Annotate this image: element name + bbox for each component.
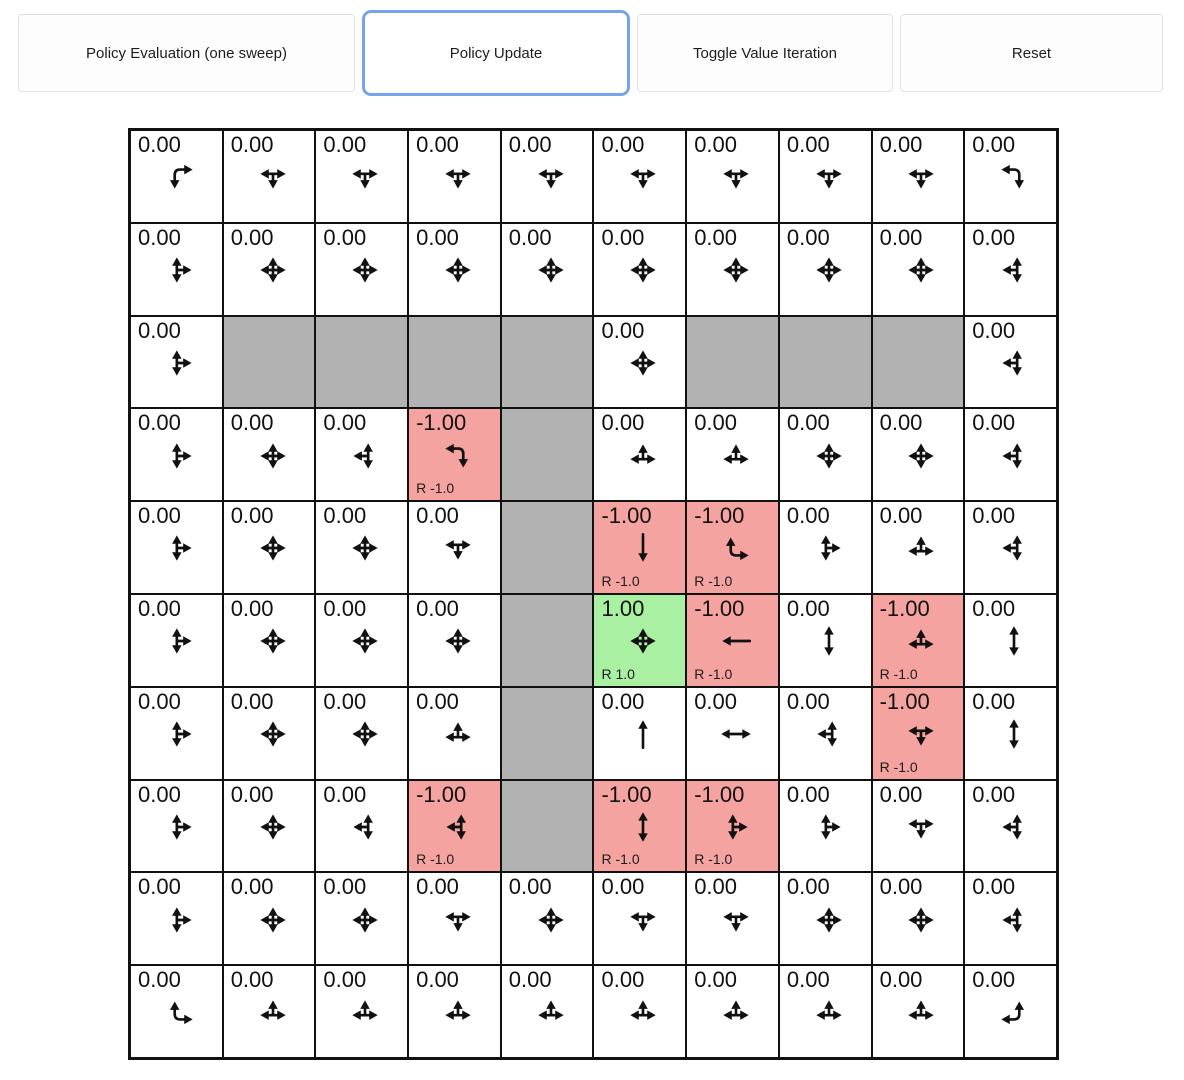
grid-cell <box>686 594 779 687</box>
policy-lru-arrow-icon <box>902 529 940 567</box>
policy-all-arrow-icon <box>532 251 570 289</box>
policy-d-arrow-icon <box>624 529 662 567</box>
cell-value: 0.00 <box>138 967 181 993</box>
cell-value: 0.00 <box>508 967 552 993</box>
policy-all-arrow-icon <box>532 901 570 939</box>
reward-label: R 1.0 <box>601 665 635 682</box>
policy-udr-arrow-icon <box>810 808 848 846</box>
policy-udl-arrow-icon <box>995 344 1033 382</box>
cell-value: 0.00 <box>508 132 552 157</box>
cell-value: 0.00 <box>601 317 645 343</box>
grid-cell <box>872 687 965 780</box>
grid-cell <box>315 501 408 594</box>
reward-label: R -1.0 <box>416 851 455 868</box>
wall-cell <box>223 316 316 409</box>
policy-lrd-arrow-icon <box>254 158 292 196</box>
cell-value: 0.00 <box>972 317 1016 343</box>
policy-all-arrow-icon <box>624 251 662 289</box>
cell-value: 0.00 <box>879 410 923 436</box>
policy-udr-arrow-icon <box>161 251 199 289</box>
wall-cell <box>315 316 408 409</box>
cell-value: 0.00 <box>786 688 830 714</box>
grid-cell <box>315 872 408 965</box>
grid-cell <box>593 965 686 1058</box>
cell-value: 0.00 <box>972 874 1016 900</box>
cell-value: 0.00 <box>230 688 274 714</box>
cell-value: 0.00 <box>601 410 645 436</box>
policy-udr-arrow-icon <box>161 715 199 753</box>
grid-cell <box>964 965 1057 1058</box>
policy-all-arrow-icon <box>717 251 755 289</box>
reward-label: R -1.0 <box>694 851 733 868</box>
grid-cell <box>964 780 1057 873</box>
grid-cell <box>408 408 501 501</box>
reward-label: R -1.0 <box>601 851 640 868</box>
policy-all-arrow-icon <box>810 901 848 939</box>
grid-cell <box>315 408 408 501</box>
reward-label: R -1.0 <box>879 665 918 682</box>
cell-value: 0.00 <box>416 132 459 157</box>
wall-cell <box>501 408 594 501</box>
policy-lru-arrow-icon <box>624 993 662 1031</box>
policy-udl-arrow-icon <box>995 251 1033 289</box>
grid-cell <box>779 130 872 223</box>
cell-value: 0.00 <box>879 503 923 529</box>
cell-value: -1.00 <box>601 503 652 529</box>
grid-cell <box>130 965 223 1058</box>
grid-cell <box>130 594 223 687</box>
policy-udr-arrow-icon <box>810 529 848 567</box>
policy-ud-arrow-icon <box>810 622 848 660</box>
policy-all-arrow-icon <box>346 529 384 567</box>
grid-cell <box>964 501 1057 594</box>
grid-cell <box>315 130 408 223</box>
grid-cell <box>686 501 779 594</box>
grid-cell <box>593 687 686 780</box>
cell-value: 0.00 <box>694 967 738 993</box>
cell-value: 0.00 <box>138 595 181 621</box>
cell-value: 0.00 <box>879 781 923 807</box>
wall-cell <box>408 316 501 409</box>
cell-value: 0.00 <box>323 410 367 436</box>
cell-value: 0.00 <box>694 132 738 157</box>
cell-value: -1.00 <box>879 688 930 714</box>
wall-cell <box>501 594 594 687</box>
cell-value: 0.00 <box>323 874 367 900</box>
cell-value: 0.00 <box>786 132 830 157</box>
cell-value: 0.00 <box>786 781 830 807</box>
grid-cell <box>223 965 316 1058</box>
policy-lrd-arrow-icon <box>624 158 662 196</box>
grid-cell <box>872 501 965 594</box>
grid-cell <box>408 130 501 223</box>
cell-value: 0.00 <box>230 967 274 993</box>
cell-value: 0.00 <box>138 410 181 436</box>
grid-cell <box>872 594 965 687</box>
cell-value: 0.00 <box>323 503 367 529</box>
cell-value: 1.00 <box>601 595 645 621</box>
cell-value: 0.00 <box>601 874 645 900</box>
toggle-value-iteration-button[interactable]: Toggle Value Iteration <box>637 14 893 92</box>
gridworld <box>128 128 1059 1060</box>
policy-lru-arrow-icon <box>902 622 940 660</box>
cell-value: 0.00 <box>786 595 830 621</box>
grid-cell <box>408 223 501 316</box>
policy-all-arrow-icon <box>254 437 292 475</box>
policy-all-arrow-icon <box>902 251 940 289</box>
cell-value: -1.00 <box>694 595 745 621</box>
policy-all-arrow-icon <box>439 251 477 289</box>
grid-cell <box>130 780 223 873</box>
policy-all-arrow-icon <box>624 344 662 382</box>
policy-udl-arrow-icon <box>439 808 477 846</box>
cell-value: 0.00 <box>879 967 923 993</box>
cell-value: 0.00 <box>972 503 1016 529</box>
grid-cell <box>964 872 1057 965</box>
cell-value: 0.00 <box>601 688 645 714</box>
policy-all-arrow-icon <box>254 622 292 660</box>
grid-cell <box>686 965 779 1058</box>
grid-cell <box>501 130 594 223</box>
grid-cell <box>779 501 872 594</box>
policy-lrd-arrow-icon <box>902 808 940 846</box>
cell-value: 0.00 <box>972 410 1016 436</box>
grid-cell <box>130 223 223 316</box>
policy-ul-arrow-icon <box>995 993 1033 1031</box>
grid-cell <box>686 687 779 780</box>
cell-value: -1.00 <box>694 781 745 807</box>
grid-cell <box>872 223 965 316</box>
cell-value: 0.00 <box>786 224 830 250</box>
wall-cell <box>686 316 779 409</box>
policy-ud-arrow-icon <box>995 622 1033 660</box>
grid-cell <box>779 780 872 873</box>
grid-cell <box>593 408 686 501</box>
cell-value: 0.00 <box>694 410 738 436</box>
policy-all-arrow-icon <box>439 622 477 660</box>
policy-ur-arrow-icon <box>717 529 755 567</box>
policy-ud-arrow-icon <box>624 808 662 846</box>
policy-udr-arrow-icon <box>161 901 199 939</box>
policy-all-arrow-icon <box>810 437 848 475</box>
cell-value: 0.00 <box>879 132 923 157</box>
policy-lrd-arrow-icon <box>346 158 384 196</box>
cell-value: 0.00 <box>323 688 367 714</box>
toolbar <box>0 0 1184 96</box>
policy-lru-arrow-icon <box>717 437 755 475</box>
policy-udl-arrow-icon <box>995 529 1033 567</box>
policy-ur-arrow-icon <box>161 993 199 1031</box>
cell-value: 0.00 <box>972 224 1016 250</box>
grid-cell <box>964 687 1057 780</box>
grid-cell <box>315 965 408 1058</box>
cell-value: 0.00 <box>230 874 274 900</box>
cell-value: 0.00 <box>601 967 645 993</box>
grid-cell <box>130 130 223 223</box>
grid-cell <box>872 130 965 223</box>
cell-value: 0.00 <box>416 874 459 900</box>
grid-cell <box>223 130 316 223</box>
policy-lrd-arrow-icon <box>902 158 940 196</box>
grid-cell <box>315 594 408 687</box>
grid-cell <box>223 780 316 873</box>
grid-cell <box>779 594 872 687</box>
grid-cell <box>872 780 965 873</box>
policy-lru-arrow-icon <box>439 993 477 1031</box>
policy-lrd-arrow-icon <box>439 901 477 939</box>
reset-button[interactable]: Reset <box>900 14 1163 92</box>
policy-all-arrow-icon <box>346 622 384 660</box>
policy-udr-arrow-icon <box>161 808 199 846</box>
cell-value: 0.00 <box>230 224 274 250</box>
grid-cell <box>964 594 1057 687</box>
cell-value: 0.00 <box>786 410 830 436</box>
policy-all-arrow-icon <box>346 251 384 289</box>
policy-all-arrow-icon <box>902 437 940 475</box>
cell-value: -1.00 <box>416 410 467 436</box>
grid-cell <box>223 408 316 501</box>
policy-all-arrow-icon <box>810 251 848 289</box>
cell-value: 0.00 <box>972 781 1016 807</box>
policy-update-button[interactable]: Policy Update <box>362 10 630 96</box>
grid-cell <box>964 130 1057 223</box>
cell-value: 0.00 <box>879 874 923 900</box>
cell-value: 0.00 <box>138 688 181 714</box>
grid-cell <box>315 687 408 780</box>
grid-cell <box>130 501 223 594</box>
grid-cell <box>872 408 965 501</box>
policy-all-arrow-icon <box>624 622 662 660</box>
cell-value: 0.00 <box>138 503 181 529</box>
grid-cell <box>779 872 872 965</box>
cell-value: 0.00 <box>138 132 181 157</box>
cell-value: 0.00 <box>230 595 274 621</box>
grid-cell <box>779 223 872 316</box>
grid-cell <box>315 223 408 316</box>
grid-cell <box>593 130 686 223</box>
policy-ld-arrow-icon <box>439 437 477 475</box>
reward-label: R -1.0 <box>601 572 640 589</box>
cell-value: 0.00 <box>230 410 274 436</box>
policy-all-arrow-icon <box>254 529 292 567</box>
cell-value: 0.00 <box>972 688 1016 714</box>
cell-value: 0.00 <box>323 781 367 807</box>
policy-udl-arrow-icon <box>995 437 1033 475</box>
wall-cell <box>501 780 594 873</box>
grid-cell <box>872 965 965 1058</box>
cell-value: 0.00 <box>230 132 274 157</box>
cell-value: 0.00 <box>138 224 181 250</box>
policy-lrd-arrow-icon <box>439 529 477 567</box>
reward-label: R -1.0 <box>416 480 455 497</box>
grid-cell <box>593 594 686 687</box>
grid-cell <box>130 687 223 780</box>
cell-value: 0.00 <box>138 317 181 343</box>
cell-value: 0.00 <box>786 967 830 993</box>
grid-cell <box>593 501 686 594</box>
grid-cell <box>964 408 1057 501</box>
cell-value: 0.00 <box>230 503 274 529</box>
cell-value: -1.00 <box>694 503 745 529</box>
policy-lru-arrow-icon <box>717 993 755 1031</box>
wall-cell <box>501 316 594 409</box>
grid-cell <box>223 872 316 965</box>
policy-lru-arrow-icon <box>439 715 477 753</box>
grid-cell <box>408 594 501 687</box>
cell-value: 0.00 <box>323 595 367 621</box>
wall-cell <box>779 316 872 409</box>
wall-cell <box>501 501 594 594</box>
policy-all-arrow-icon <box>254 901 292 939</box>
cell-value: 0.00 <box>416 224 459 250</box>
policy-all-arrow-icon <box>346 715 384 753</box>
policy-udr-arrow-icon <box>161 344 199 382</box>
cell-value: 0.00 <box>230 781 274 807</box>
policy-evaluation-button[interactable]: Policy Evaluation (one sweep) <box>18 14 355 92</box>
wall-cell <box>872 316 965 409</box>
cell-value: 0.00 <box>972 967 1016 993</box>
grid-cell <box>130 872 223 965</box>
grid-cell <box>686 223 779 316</box>
cell-value: 0.00 <box>879 224 923 250</box>
grid-cell <box>130 316 223 409</box>
grid-cell <box>779 408 872 501</box>
cell-value: 0.00 <box>323 224 367 250</box>
cell-value: 0.00 <box>601 224 645 250</box>
grid-cell <box>223 594 316 687</box>
policy-lru-arrow-icon <box>624 437 662 475</box>
policy-all-arrow-icon <box>902 901 940 939</box>
grid-cell <box>779 965 872 1058</box>
grid-cell <box>501 223 594 316</box>
cell-value: 0.00 <box>972 595 1016 621</box>
policy-lrd-arrow-icon <box>717 158 755 196</box>
reward-label: R -1.0 <box>694 572 733 589</box>
cell-value: 0.00 <box>694 688 738 714</box>
cell-value: 0.00 <box>323 132 367 157</box>
cell-value: 0.00 <box>601 132 645 157</box>
grid-cell <box>593 223 686 316</box>
grid-cell <box>223 687 316 780</box>
policy-lru-arrow-icon <box>902 993 940 1031</box>
cell-value: 0.00 <box>786 874 830 900</box>
cell-value: 0.00 <box>416 503 459 529</box>
policy-lru-arrow-icon <box>346 993 384 1031</box>
cell-value: -1.00 <box>879 595 930 621</box>
cell-value: 0.00 <box>416 688 459 714</box>
grid-cell <box>964 223 1057 316</box>
grid-cell <box>408 965 501 1058</box>
grid-cell <box>593 316 686 409</box>
grid-cell <box>408 780 501 873</box>
policy-udl-arrow-icon <box>346 437 384 475</box>
cell-value: 0.00 <box>694 224 738 250</box>
policy-udr-arrow-icon <box>161 529 199 567</box>
grid-cell <box>315 780 408 873</box>
cell-value: 0.00 <box>508 874 552 900</box>
grid-cell <box>779 687 872 780</box>
grid-cell <box>593 872 686 965</box>
grid-cell <box>408 872 501 965</box>
cell-value: 0.00 <box>972 132 1016 157</box>
policy-all-arrow-icon <box>254 808 292 846</box>
grid-cell <box>593 780 686 873</box>
policy-lrd-arrow-icon <box>810 158 848 196</box>
policy-udl-arrow-icon <box>346 808 384 846</box>
grid-cell <box>408 501 501 594</box>
grid-cell <box>223 501 316 594</box>
policy-all-arrow-icon <box>254 715 292 753</box>
reward-label: R -1.0 <box>694 665 733 682</box>
grid-cell <box>501 872 594 965</box>
grid-cell <box>408 687 501 780</box>
policy-lrd-arrow-icon <box>624 901 662 939</box>
policy-lrd-arrow-icon <box>532 158 570 196</box>
cell-value: 0.00 <box>416 595 459 621</box>
cell-value: 0.00 <box>416 967 459 993</box>
policy-lru-arrow-icon <box>254 993 292 1031</box>
cell-value: 0.00 <box>138 781 181 807</box>
policy-u-arrow-icon <box>624 715 662 753</box>
policy-rd-arrow-icon <box>161 158 199 196</box>
policy-ld-arrow-icon <box>995 158 1033 196</box>
policy-udl-arrow-icon <box>995 901 1033 939</box>
policy-l-arrow-icon <box>717 622 755 660</box>
policy-udr-arrow-icon <box>161 622 199 660</box>
policy-ud-arrow-icon <box>995 715 1033 753</box>
reward-label: R -1.0 <box>879 758 918 775</box>
policy-lrd-arrow-icon <box>717 901 755 939</box>
grid-cell <box>964 316 1057 409</box>
policy-lrd-arrow-icon <box>902 715 940 753</box>
wall-cell <box>501 687 594 780</box>
grid-cell <box>872 872 965 965</box>
grid-cell <box>130 408 223 501</box>
policy-udl-arrow-icon <box>810 715 848 753</box>
policy-udr-arrow-icon <box>717 808 755 846</box>
grid-cell <box>501 965 594 1058</box>
cell-value: -1.00 <box>601 781 652 807</box>
cell-value: 0.00 <box>138 874 181 900</box>
policy-all-arrow-icon <box>254 251 292 289</box>
grid-cell <box>686 408 779 501</box>
policy-lru-arrow-icon <box>810 993 848 1031</box>
grid-cell <box>686 780 779 873</box>
policy-udl-arrow-icon <box>995 808 1033 846</box>
grid-cell <box>223 223 316 316</box>
policy-lrd-arrow-icon <box>439 158 477 196</box>
cell-value: 0.00 <box>323 967 367 993</box>
cell-value: 0.00 <box>694 874 738 900</box>
policy-udr-arrow-icon <box>161 437 199 475</box>
cell-value: 0.00 <box>786 503 830 529</box>
grid-cell <box>686 872 779 965</box>
policy-all-arrow-icon <box>346 901 384 939</box>
cell-value: 0.00 <box>508 224 552 250</box>
policy-lr-arrow-icon <box>717 715 755 753</box>
cell-value: -1.00 <box>416 781 467 807</box>
policy-lru-arrow-icon <box>532 993 570 1031</box>
grid-cell <box>686 130 779 223</box>
